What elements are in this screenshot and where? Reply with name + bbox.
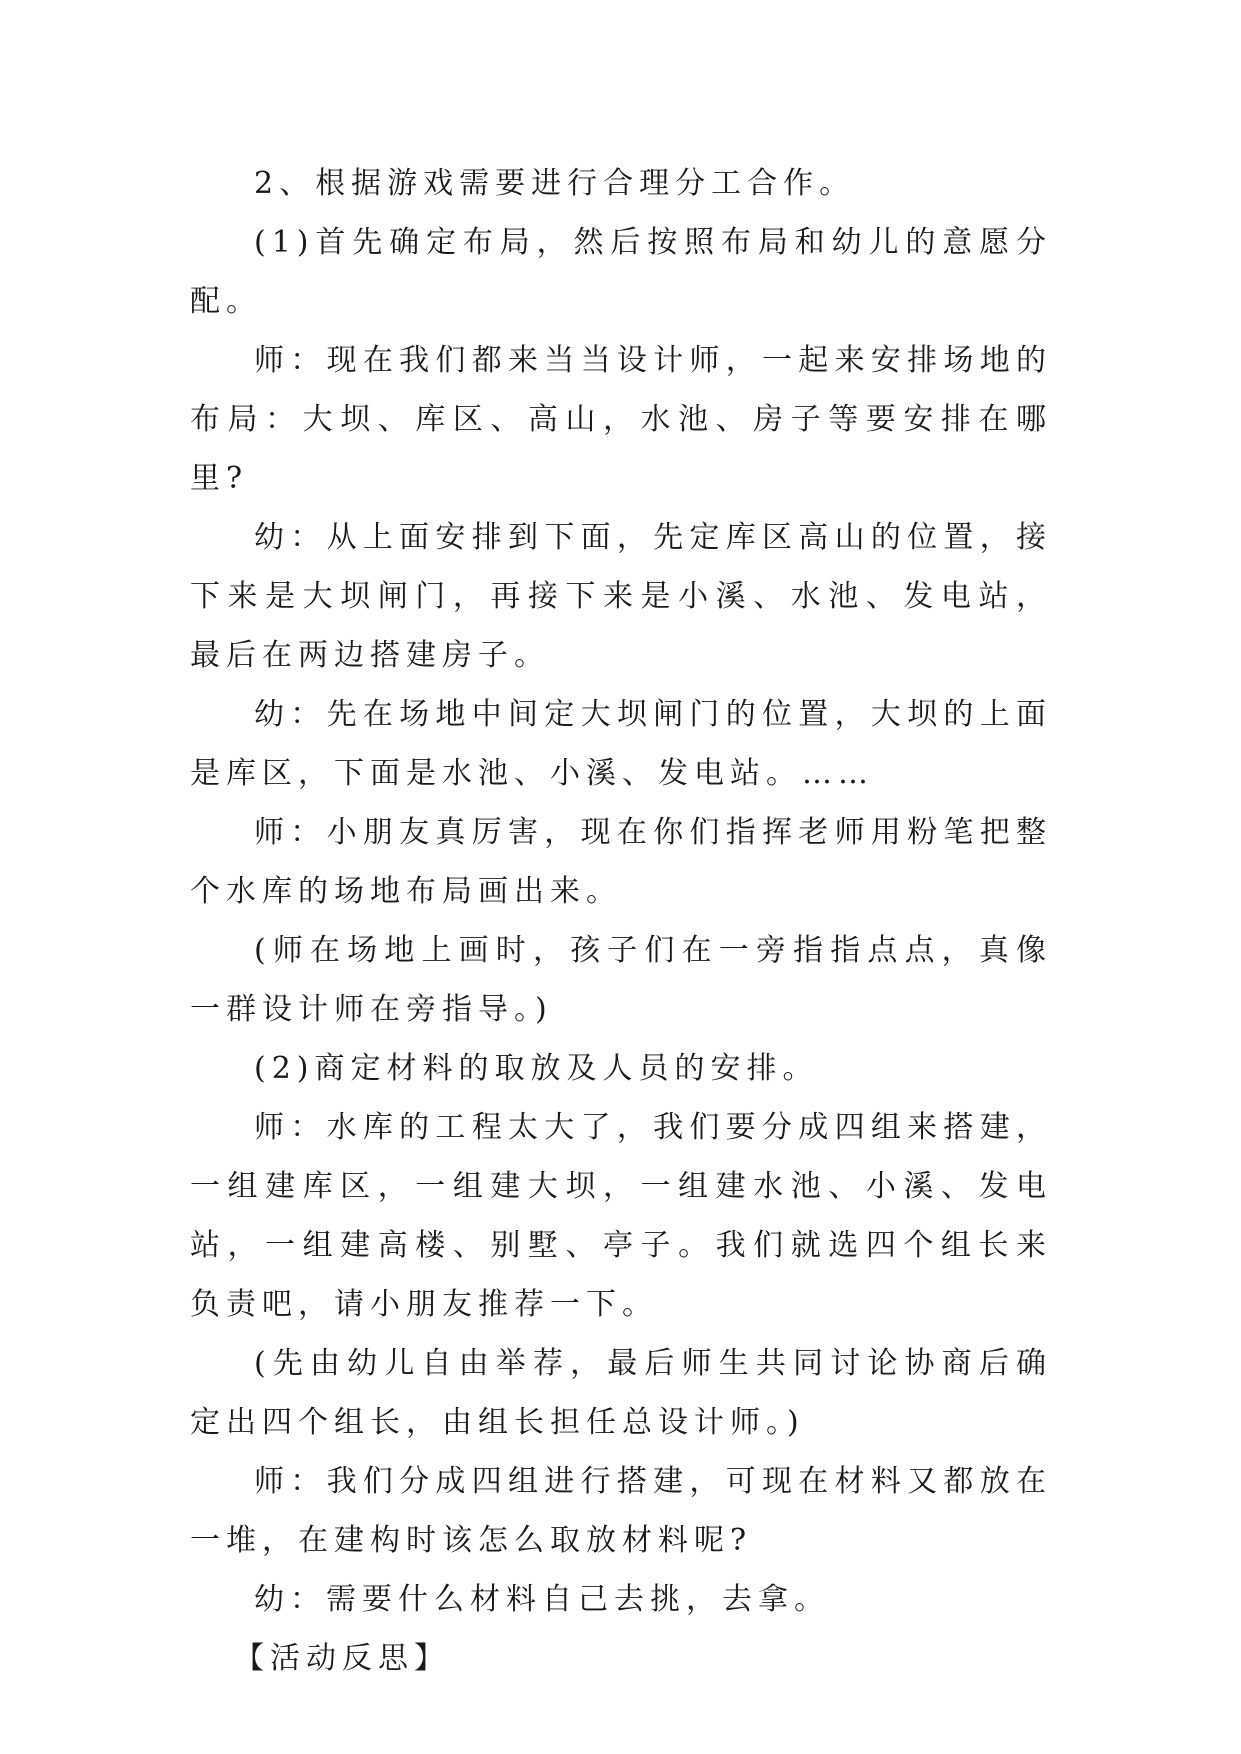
paragraph-sub-1: (1)首先确定布局，然后按照布局和幼儿的意愿分配。 (190, 225, 1052, 319)
paragraph-sub-2: (2)商定材料的取放及人员的安排。 (254, 1051, 819, 1086)
paragraph-child-answer-2: 幼：先在场地中间定大坝闸门的位置，大坝的上面是库区，下面是水池、小溪、发电站。…… (190, 697, 1052, 791)
paragraph-teacher-groups: 师：水库的工程太大了，我们要分成四组来搭建，一组建库区，一组建大坝，一组建水池、小溪、发电站，一组建高楼、别墅、亭子。我们就选四个组长来负责吧，请小朋友推荐一下。 (190, 1110, 1052, 1322)
paragraph-teacher-praise: 师：小朋友真厉害，现在你们指挥老师用粉笔把整个水库的场地布局画出来。 (190, 815, 1052, 909)
paragraph-step-2: 2、根据游戏需要进行合理分工合作。 (254, 166, 856, 201)
paragraph-note-leaders: (先由幼儿自由举荐，最后师生共同讨论协商后确定出四个组长，由组长担任总设计师。) (190, 1346, 1052, 1440)
paragraph-child-materials: 幼：需要什么材料自己去挑，去拿。 (254, 1582, 830, 1617)
section-heading-reflection: 【活动反思】 (234, 1641, 450, 1676)
paragraph-child-answer-1: 幼：从上面安排到下面，先定库区高山的位置，接下来是大坝闸门，再接下来是小溪、水池、发电站，最后在两边搭建房子。 (190, 520, 1052, 673)
document-body (190, 154, 1052, 1688)
paragraph-teacher-materials: 师：我们分成四组进行搭建，可现在材料又都放在一堆，在建构时该怎么取放材料呢? (190, 1464, 1052, 1558)
paragraph-note-drawing: (师在场地上画时，孩子们在一旁指指点点，真像一群设计师在旁指导。) (190, 933, 1052, 1027)
paragraph-teacher-layout: 师：现在我们都来当当设计师，一起来安排场地的布局：大坝、库区、高山，水池、房子等要安排在哪里? (190, 343, 1052, 496)
